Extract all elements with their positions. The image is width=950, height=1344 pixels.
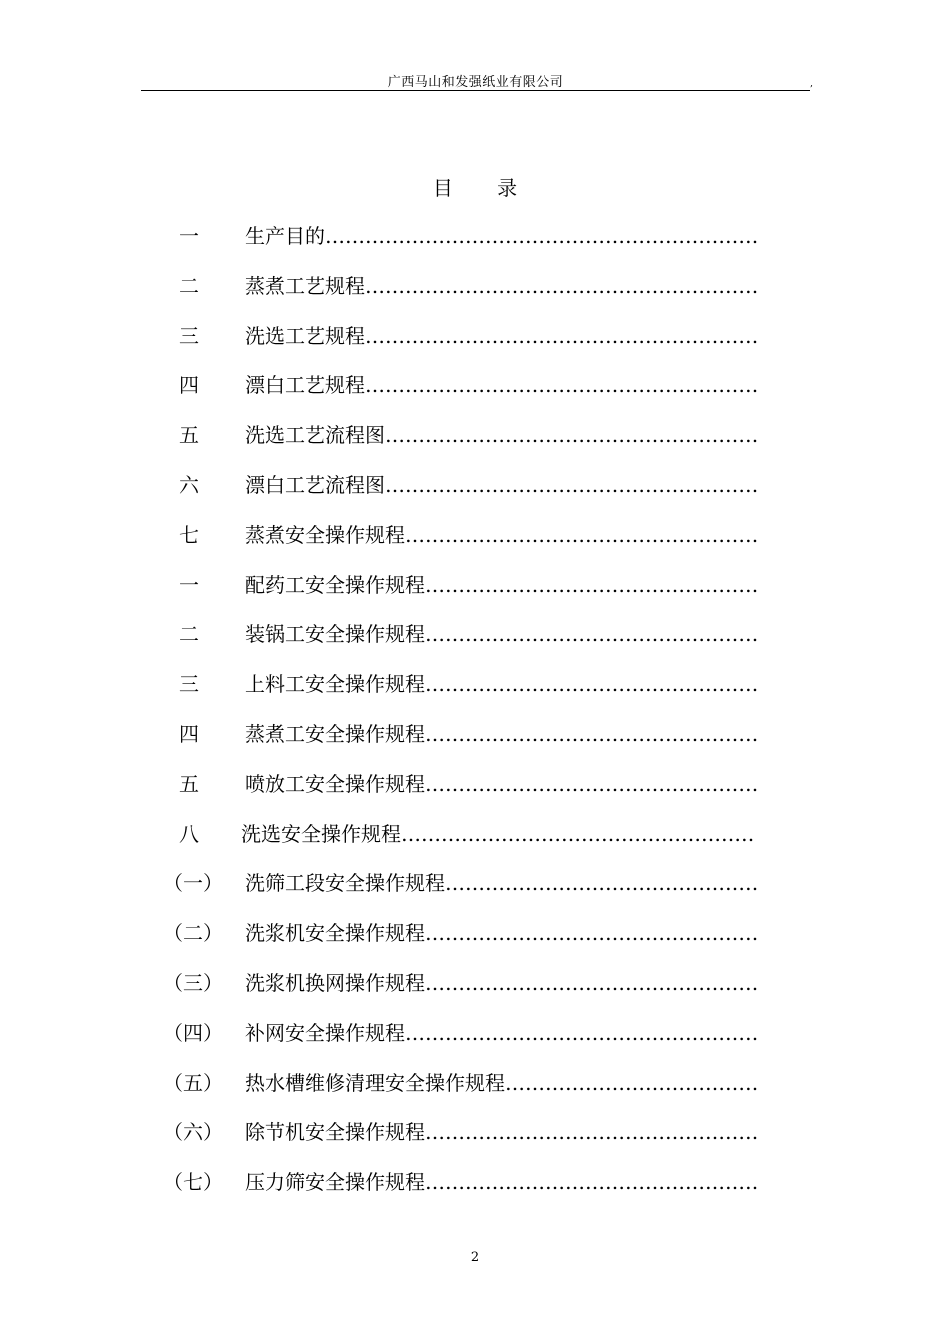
toc-item[interactable] (0, 1164, 950, 1200)
toc-item-title: 除节机安全操作规程 …………………………………………………………………………………………………… (245, 1114, 757, 1150)
toc-item-number: （六） (163, 1120, 223, 1145)
toc-item-title: 装锅工安全操作规程 …………………………………………………………………………………………………… (245, 616, 757, 652)
toc-item-number: 三 (179, 672, 199, 697)
toc-item-title: 配药工安全操作规程 …………………………………………………………………………………………………… (245, 567, 757, 603)
page-number: 2 (470, 1250, 480, 1265)
toc-item-title: 洗选安全操作规程 …………………………………………………………………………………………………… (241, 816, 753, 852)
toc-item[interactable] (0, 1065, 950, 1101)
toc-item-title: 洗浆机换网操作规程 …………………………………………………………………………………………………… (245, 965, 757, 1001)
toc-item[interactable] (0, 1114, 950, 1150)
toc-item-number: （一） (163, 871, 223, 896)
toc-item[interactable] (0, 467, 950, 503)
toc-item-number: 二 (179, 622, 199, 647)
toc-item[interactable] (0, 716, 950, 752)
toc-item[interactable] (0, 666, 950, 702)
toc-item-title: 漂白工艺流程图 …………………………………………………………………………………………………… (245, 467, 757, 503)
toc-item[interactable] (0, 367, 950, 403)
toc-item-title: 蒸煮工艺规程 …………………………………………………………………………………………………… (245, 268, 757, 304)
toc-item[interactable] (0, 816, 950, 852)
toc-item[interactable] (0, 567, 950, 603)
toc-item-title: 蒸煮工安全操作规程 …………………………………………………………………………………………………… (245, 716, 757, 752)
toc-item[interactable] (0, 268, 950, 304)
toc-item-title: 生产目的 …………………………………………………………………………………………………… (245, 218, 757, 254)
toc-item-title: 洗筛工段安全操作规程 …………………………………………………………………………………………………… (245, 865, 757, 901)
toc-item-number: 一 (179, 224, 199, 248)
toc-item-number: 四 (179, 373, 199, 398)
toc-item-number: （二） (163, 921, 223, 946)
toc-item[interactable] (0, 517, 950, 553)
toc-item-number: 六 (179, 473, 199, 497)
toc-item[interactable] (0, 766, 950, 802)
toc-item-title: 补网安全操作规程 …………………………………………………………………………………………………… (245, 1015, 757, 1051)
toc-item[interactable] (0, 616, 950, 652)
toc-item[interactable] (0, 865, 950, 901)
toc-item-title: 洗选工艺流程图 …………………………………………………………………………………………………… (245, 417, 757, 453)
toc-item[interactable] (0, 218, 950, 254)
toc-item-title: 洗选工艺规程 …………………………………………………………………………………………………… (245, 318, 757, 354)
toc-item-number: 三 (179, 323, 199, 348)
toc-item-number: （七） (163, 1170, 223, 1195)
toc-item-number: 七 (179, 522, 199, 547)
toc-item[interactable] (0, 417, 950, 453)
company-name: 广西马山和发强纸业有限公司 (387, 75, 564, 90)
toc-item-number: （五） (163, 1070, 223, 1095)
toc-item-number: （三） (163, 971, 223, 995)
toc-item[interactable] (0, 965, 950, 1001)
toc-item-title: 蒸煮安全操作规程 …………………………………………………………………………………………………… (245, 517, 757, 553)
toc-item-title: 上料工安全操作规程 …………………………………………………………………………………………………… (245, 666, 757, 702)
toc-item-number: 五 (179, 423, 199, 448)
toc-item-number: 一 (179, 572, 199, 597)
toc-title: 目 录 (432, 176, 518, 200)
toc-item-title: 漂白工艺规程 …………………………………………………………………………………………………… (245, 367, 757, 403)
toc-item-number: 八 (179, 821, 199, 846)
page-header (141, 68, 813, 91)
toc-item[interactable] (0, 1015, 950, 1051)
toc-item-title: 热水槽维修清理安全操作规程 …………………………………………………………………………………………………… (245, 1065, 757, 1101)
toc-item[interactable] (0, 915, 950, 951)
toc-item-number: 四 (179, 722, 199, 746)
toc-item-title: 压力筛安全操作规程 …………………………………………………………………………………………………… (245, 1164, 757, 1200)
toc-item-number: （四） (163, 1020, 223, 1045)
toc-item-title: 洗浆机安全操作规程 …………………………………………………………………………………………………… (245, 915, 757, 951)
toc-item-number: 二 (179, 273, 199, 298)
toc-item-number: 五 (179, 771, 199, 796)
header-mark: , (810, 79, 813, 89)
toc-item[interactable] (0, 318, 950, 354)
toc-item-title: 喷放工安全操作规程 …………………………………………………………………………………………………… (245, 766, 757, 802)
